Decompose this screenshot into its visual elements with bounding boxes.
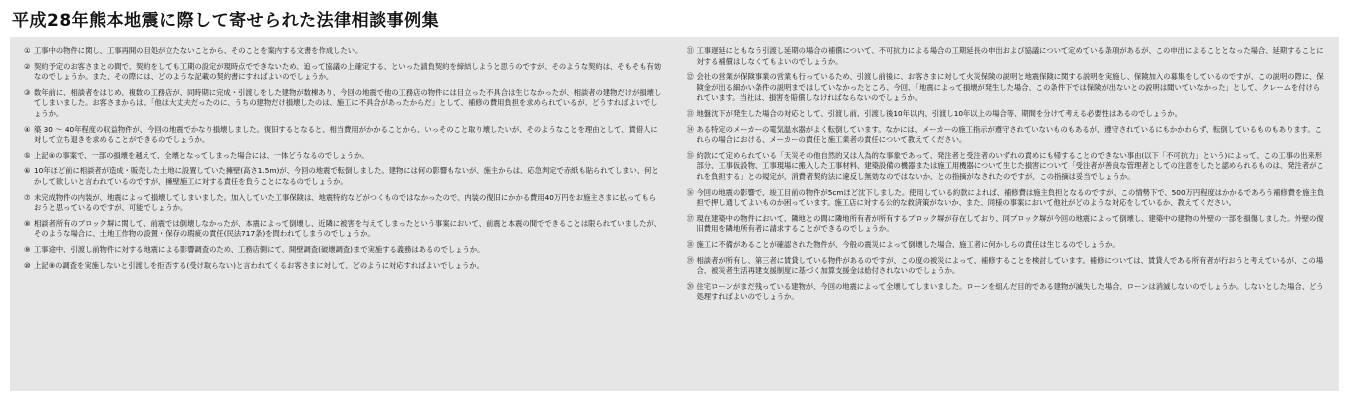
case-item xyxy=(687,72,1326,104)
case-item xyxy=(687,256,1326,277)
case-number: ⑲ xyxy=(686,255,694,265)
case-text: 現在建築中の物件において、隣地との間に隣地所有者が所有するブロック塀が存在しており、同ブロック塀が今回の地震によって倒壊し、建築中の建物の外壁の一部を損傷しました。外壁の復旧費用を隣地所有者に請求することができるのでしょうか。 xyxy=(696,213,1324,234)
case-list-panel xyxy=(10,37,1339,391)
case-number: ⑨ xyxy=(24,244,31,254)
case-item xyxy=(24,46,663,57)
case-item xyxy=(687,109,1326,120)
case-text: 相談者所有のブロック塀に関して、前震では倒壊しなかったが、本震によって倒壊し、近隣に被害を与えてしまったという事案において、前震と本震の間でできることは限られていましたが、そのような場合に、土地工作物の設置・保存の瑕疵の責任(民法717条)を問われてしまうのでしょうか。 xyxy=(34,218,662,239)
case-text: 会社の営業が保険事業の営業も行っているため、引渡し前後に、お客さまに対して火災保険の説明と地震保険に関する説明を実施し、保険加入の募集をしているのですが、この説明の際に、保険金が出る細かい条件の説明まではしていなかったところ、今回、「地震によって損壊が発生した場合、この条件下では保険が出ないとの説明は聞いていなかった」として、クレームを付けられています。当社は、損害を賠償しなければならないのでしょうか。 xyxy=(696,72,1324,103)
case-text: 未完成物件の内装が、地震によって損壊してしまいました。加入していた工事保険は、地震特約などがつくものではなかったので、内装の復旧にかかる費用40万円をお施主さまに払ってもらおうと思っているのですが、可能でしょうか。 xyxy=(34,192,657,213)
case-text: 今回の地震の影響で、竣工目前の物件が5cmほど沈下しました。使用している約款によれば、補修費は施主負担となるのですが、この情勢下で、500万円程度はかかるであろう補修費を施主負担で押し通してよいものか困っています。施工店に対する公的な救済策がないか、また、同様の事案において他社がどのような対応をしているか、教えてください。 xyxy=(696,187,1325,208)
case-number: ⑯ xyxy=(686,187,694,197)
case-text: 10年ほど前に相談者が造成・販売した土地に設置していた擁壁(高さ1.5m)が、今回の地震で転倒しました。建物には何の影響もないが、施主からは、応急判定で赤紙も貼られてしまい、何とかして欲しいと言われているのですが、擁壁施工に対する責任を負うことになるのでしょうか。 xyxy=(34,166,659,186)
case-number: ⑧ xyxy=(24,218,31,228)
case-item xyxy=(24,88,663,120)
case-text: 数年前に、相談者をはじめ、複数の工務店が、同時期に完成・引渡しをした建物が数棟あり、今回の地震で他の工務店の物件には目立った不具合は生じなかったが、相談者の建物だけが損壊してしまいました。お客さまからは、「他は大丈夫だったのに、うちの建物だけ損壊したのは、施工に不具合があったからだ」として、補修の費用負担を求められているが、どうすればよいでしょうか。 xyxy=(34,87,662,118)
case-number: ⑮ xyxy=(686,150,694,160)
case-number: ⑫ xyxy=(686,72,694,82)
case-item xyxy=(687,125,1326,146)
case-number: ① xyxy=(24,46,31,55)
case-text: 住宅ローンがまだ残っている建物が、今回の地震によって全壊してしまいました。ローンを組んだ目的である建物が滅失した場合、ローンは消滅しないのでしょうか。しないとした場合、どう処理すればよいのでしょうか。 xyxy=(696,281,1324,302)
case-number: ⑱ xyxy=(686,239,694,249)
case-item xyxy=(24,62,663,83)
case-number: ⑭ xyxy=(686,124,694,134)
left-column xyxy=(24,46,663,383)
case-number: ⑪ xyxy=(686,46,694,55)
case-number: ⑦ xyxy=(24,192,31,202)
case-text: 上記⑨の調査を実施しないと引渡しを拒否する(受け取らない)と言われてくるお客さまに対して、どのように対応すればよいでしょうか。 xyxy=(34,260,484,270)
case-item xyxy=(24,245,663,256)
case-number: ⑬ xyxy=(686,108,694,118)
right-column xyxy=(687,46,1326,383)
page-title: 平成28年熊本地震に際して寄せられた法律相談事例集 xyxy=(12,11,440,31)
case-number: ⑩ xyxy=(24,260,31,270)
case-item xyxy=(687,240,1326,251)
case-text: 約款にて定められている「天災その他自然的又は人為的な事象であって、発注者と受注者のいずれの責めにも帰することのできない事由(以下「不可抗力」という)によって、この工事の出来形部分、工事仮設物、工事現場に搬入した工事材料、建築設備の機器または施工用機器について生じた損害について「受注者が善良な管理者としての注意をしたと認められるものは、発注者がこれを負担する」との規定が、消費者契約法に違反し無効なのではないか、との指摘がなされたのですが、この指摘は妥当でしょうか。 xyxy=(696,150,1324,181)
case-number: ② xyxy=(24,61,31,71)
case-item xyxy=(24,166,663,187)
case-item xyxy=(687,188,1326,209)
case-number: ⑳ xyxy=(686,281,694,291)
case-number: ⑰ xyxy=(686,213,694,223)
case-item xyxy=(687,151,1326,183)
case-text: ある特定のメーカーの電気温水器がよく転倒しています。なかには、メーカーの施工指示が遵守されていないものもあるが、遵守されているにもかかわらず、転倒しているものもあります。これらの場合における、メーカーの責任と施工業者の責任について教えてください。 xyxy=(696,124,1322,145)
case-item xyxy=(24,125,663,146)
case-number: ③ xyxy=(24,87,31,97)
case-text: 工事途中、引渡し前物件に対する地震による影響調査のため、工務店側にて、開壁調査(破壊調査)まで実施する義務はあるのでしょうか。 xyxy=(34,244,485,254)
case-item xyxy=(24,261,663,272)
case-text: 相談者が所有し、第三者に賃貸している物件があるのですが、この度の被災によって、補修することを検討しています。補修については、賃貸人である所有者が行おうと考えているが、この場合、被災者生活再建支援制度に基づく加算支援金は給付されないのでしょうか。 xyxy=(696,255,1324,276)
case-text: 施工に不備があることが確認された物件が、今般の震災によって倒壊した場合、施工者に何かしらの責任は生じるのでしょうか。 xyxy=(696,239,1120,249)
case-item xyxy=(687,46,1326,67)
case-number: ⑥ xyxy=(24,166,31,176)
case-text: 契約予定のお客さまとの間で、契約をしても工期の設定が現時点でできないため、追って協議の上確定する、といった請負契約を締結しようと思うのですが、そのような契約は、そもそも有効なのでしょうか。また、その際には、どのような記載の契約書にすればよいのでしょうか。 xyxy=(34,61,662,82)
case-item xyxy=(687,282,1326,303)
case-item xyxy=(24,219,663,240)
case-text: 工事遅延にともなう引渡し延期の場合の補償について、不可抗力による場合の工期延長の申出および協議について定めている条項があるが、この申出によることとなった場合、延期することに対する補償はしなくてもよいのでしょうか。 xyxy=(696,46,1324,66)
case-text: 工事中の物件に関し、工事再開の目処が立たないことから、そのことを案内する文書を作成したい。 xyxy=(34,46,363,55)
case-text: 上記④の事案で、一部の損壊を越えて、全壊となってしまった場合には、一体どうなるのでしょうか。 xyxy=(34,150,369,160)
case-text: 地盤沈下が発生した場合の対応として、引渡し前、引渡し後10年以内、引渡し10年以上の場合等、期間を分けて考える必要性はあるのでしょうか。 xyxy=(696,108,1182,118)
case-number: ④ xyxy=(24,124,31,134)
case-item xyxy=(687,214,1326,235)
case-text: 築 30 ～ 40年程度の収益物件が、今回の地震でかなり損壊しました。復旧するとなると、相当費用がかかることから、いっそのこと取り壊したいが、そのようなことを理由として、賃借人に対して立ち退きを求めることができるのでしょうか。 xyxy=(34,124,658,145)
case-number: ⑤ xyxy=(24,150,31,160)
case-item xyxy=(24,151,663,162)
case-item xyxy=(24,193,663,214)
